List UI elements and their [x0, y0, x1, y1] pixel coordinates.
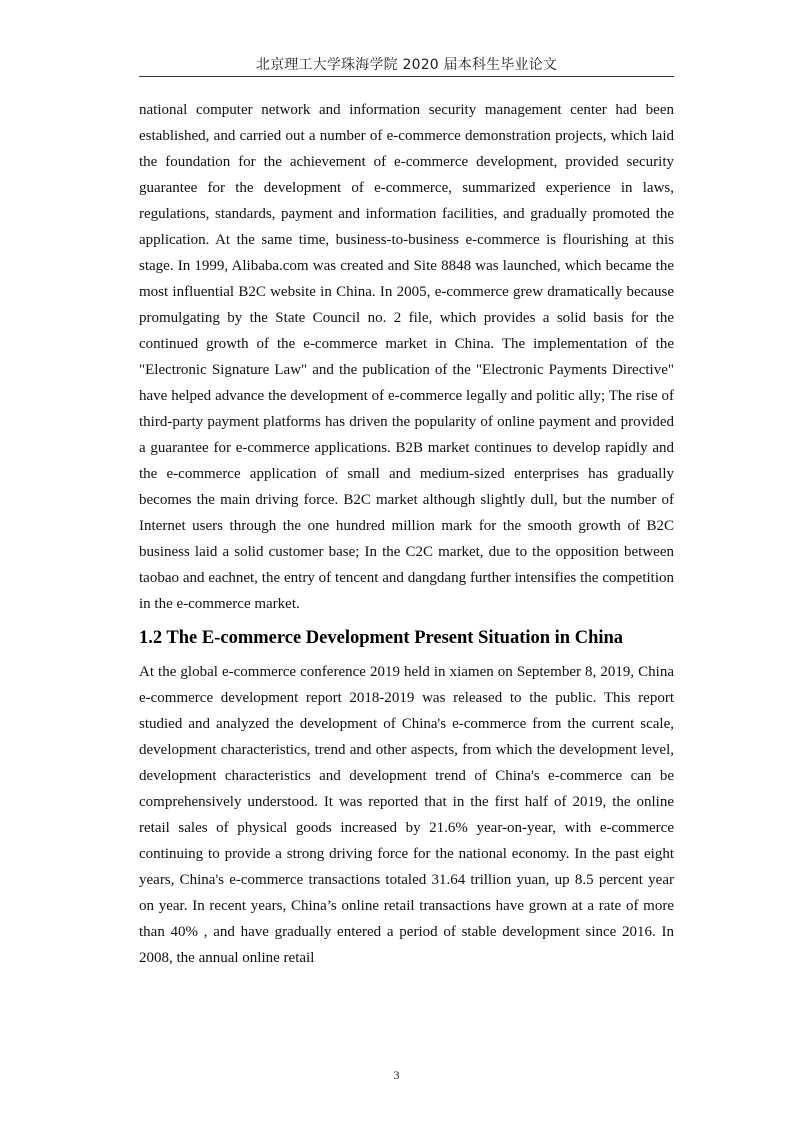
paragraph-2: At the global e-commerce conference 2019 held in xiamen on September 8, 2019, China e-commerce development report 2018-2019 was released to the public. This report studied and analyzed the development of China's e-commerce from the current scale, development characteristics, trend and other aspects, from which the development level, development characteristics and development trend of China's e-commerce can be comprehensively understood. It was reported that in the first half of 2019, the online retail sales of physical goods increased by 21.6% year-on-year, with e-commerce continuing to provide a strong driving force for the national economy. In the past eight years, China's e-commerce transactions totaled 31.64 trillion yuan, up 8.5 percent year on year. In recent years, China’s online retail transactions have grown at a rate of more than 40% , and have gradually entered a period of stable development since 2016. In 2008, the annual online retail [139, 664, 674, 966]
page-number: 3 [393, 1068, 400, 1082]
header-divider [139, 76, 674, 77]
paragraph-1: national computer network and information security management center had been established, and carried out a number of e-commerce demonstration projects, which laid the foundation for the achievement of e-commerce development, provided security guarantee for the development of e-commerce, summarized experience in laws, regulations, standards, payment and information facilities, and gradually promoted the application. At the same time, business-to-business e-commerce is flourishing at this stage. In 1999, Alibaba.com was created and Site 8848 was launched, which became the most influential B2C website in China. In 2005, e-commerce grew dramatically because promulgating by the State Council no. 2 file, which provides a solid basis for the continued growth of the e-commerce market in China. The implementation of the "Electronic Signature Law" and the publication of the "Electronic Payments Directive" have helped advance the development of e-commerce legally and politic ally; The rise of third-party payment platforms has driven the popularity of online payment and provided a guarantee for e-commerce applications. B2B market continues to develop rapidly and the e-commerce application of small and medium-sized enterprises has gradually becomes the main driving force. B2C market although slightly dull, but the number of Internet users through the one hundred million mark for the smooth growth of B2C business laid a solid customer base; In the C2C market, due to the opposition between taobao and eachnet, the entry of tencent and dangdang further intensifies the competition in the e-commerce market. [139, 102, 674, 612]
section-heading: 1.2 The E-commerce Development Present Situation in China [139, 628, 624, 648]
running-header: 北京理工大学珠海学院 2020 届本科生毕业论文 [255, 57, 558, 73]
body-text [139, 97, 674, 971]
